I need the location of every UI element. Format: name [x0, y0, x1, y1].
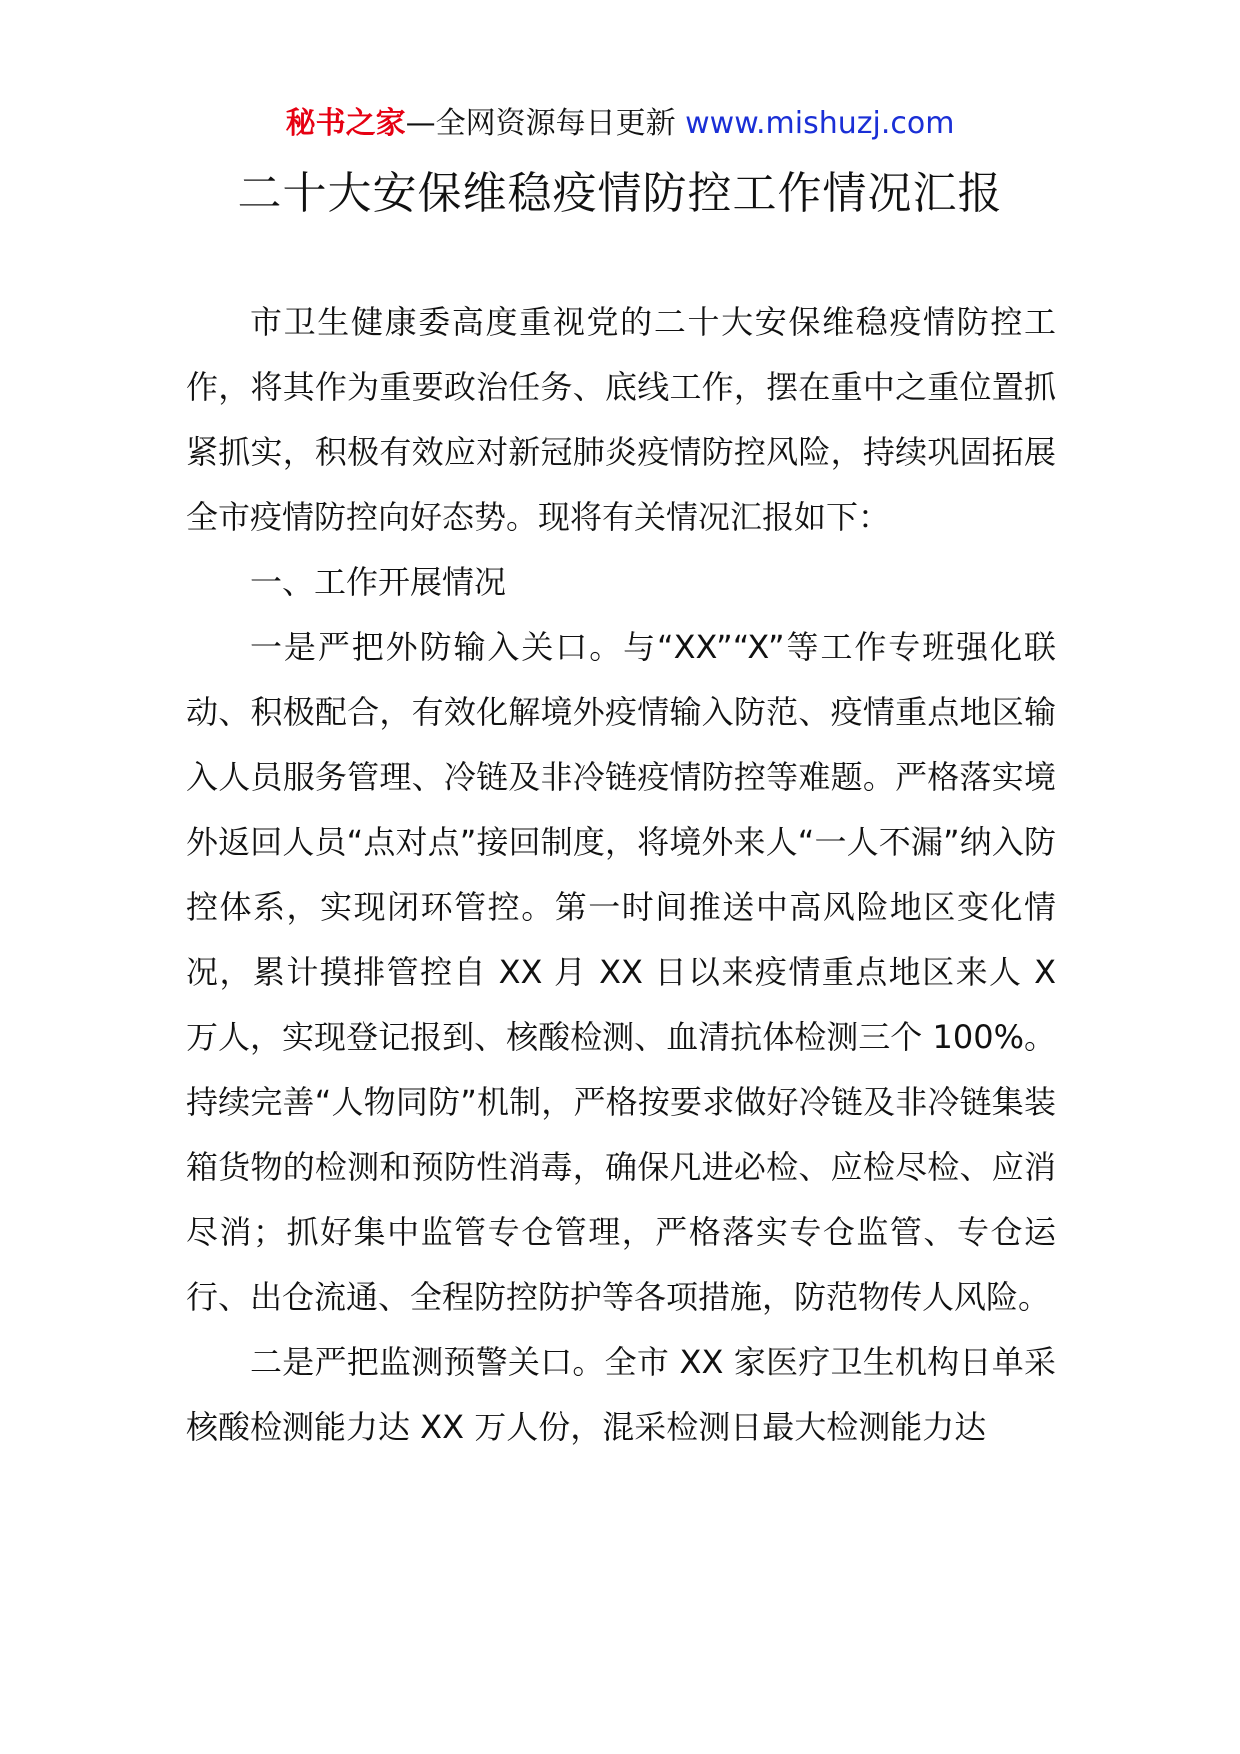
section-heading: 一、工作开展情况	[250, 563, 507, 601]
body-paragraph: 一是严把外防输入关口。与“XX”“X”等工作专班强化联动、积极配合，有效化解境外疫情输入防范、疫情重点地区输入人员服务管理、冷链及非冷链疫情防控等难题。严格落实境外返回人员“点对点”接回制度，将境外来人“一人不漏”纳入防控体系，实现闭环管控。第一时间推送中高风险地区变化情况，累计摸排管控自 XX 月 XX 日以来疫情重点地区来人 X 万人，实现登记报到、核酸检测、血清抗体检测三个 100%。持续完善“人物同防”机制，严格按要求做好冷链及非冷链集装箱货物的检测和预防性消毒，确保凡进必检、应检尽检、应消尽消；抓好集中监管专仓管理，严格落实专仓监管、专仓运行、出仓流通、全程防控防护等各项措施，防范物传人风险。	[186, 628, 1056, 1316]
watermark-header	[0, 102, 1240, 146]
intro-paragraph: 市卫生健康委高度重视党的二十大安保维稳疫情防控工作，将其作为重要政治任务、底线工作，摆在重中之重位置抓紧抓实，积极有效应对新冠肺炎疫情防控风险，持续巩固拓展全市疫情防控向好态势。现将有关情况汇报如下：	[186, 303, 1056, 536]
brand-name: 秘书之家	[285, 106, 406, 141]
document-title: 二十大安保维稳疫情防控工作情况汇报	[237, 168, 1003, 219]
header-slogan: —全网资源每日更新	[405, 106, 676, 141]
document-body	[186, 290, 1056, 1460]
website-link[interactable]: www.mishuzj.com	[685, 106, 955, 141]
body-paragraph: 二是严把监测预警关口。全市 XX 家医疗卫生机构日单采核酸检测能力达 XX 万人份，混采检测日最大检测能力达	[186, 1343, 1056, 1446]
